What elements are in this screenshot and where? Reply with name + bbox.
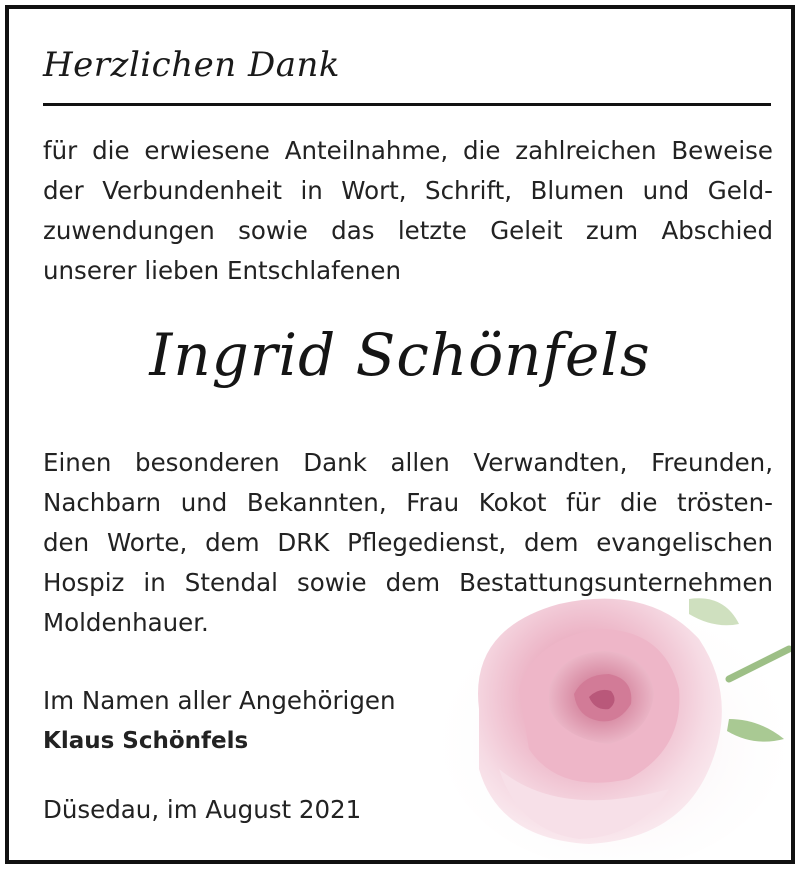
- intro-paragraph: [43, 131, 773, 291]
- place-date: Düsedau, im August 2021: [43, 795, 362, 824]
- thanks-paragraph: [43, 443, 773, 643]
- thanks-line: Einen besonderen Dank allen Verwandten, Freunden,: [43, 448, 773, 477]
- divider: [43, 103, 771, 106]
- thanks-line: Nachbarn und Bekannten, Frau Kokot für die trösten-: [43, 488, 773, 517]
- obituary-card: [5, 5, 795, 864]
- signature-name: Klaus Schönfels: [43, 728, 249, 754]
- intro-line: zuwendungen sowie das letzte Geleit zum Abschied: [43, 216, 773, 245]
- intro-line: der Verbundenheit in Wort, Schrift, Blumen und Geld-: [43, 176, 773, 205]
- signature-line: Im Namen aller Angehörigen: [43, 686, 396, 715]
- thanks-line: Moldenhauer.: [43, 608, 209, 637]
- thanks-line: den Worte, dem DRK Pflegedienst, dem evangelischen: [43, 528, 773, 557]
- thanks-line: Hospiz in Stendal sowie dem Bestattungsunternehmen: [43, 568, 773, 597]
- signature-block: [43, 681, 396, 761]
- intro-line: für die erwiesene Anteilnahme, die zahlreichen Beweise: [43, 136, 773, 165]
- deceased-name: Ingrid Schönfels: [149, 321, 651, 389]
- intro-line: unserer lieben Entschlafenen: [43, 256, 402, 285]
- heading: Herzlichen Dank: [43, 45, 340, 85]
